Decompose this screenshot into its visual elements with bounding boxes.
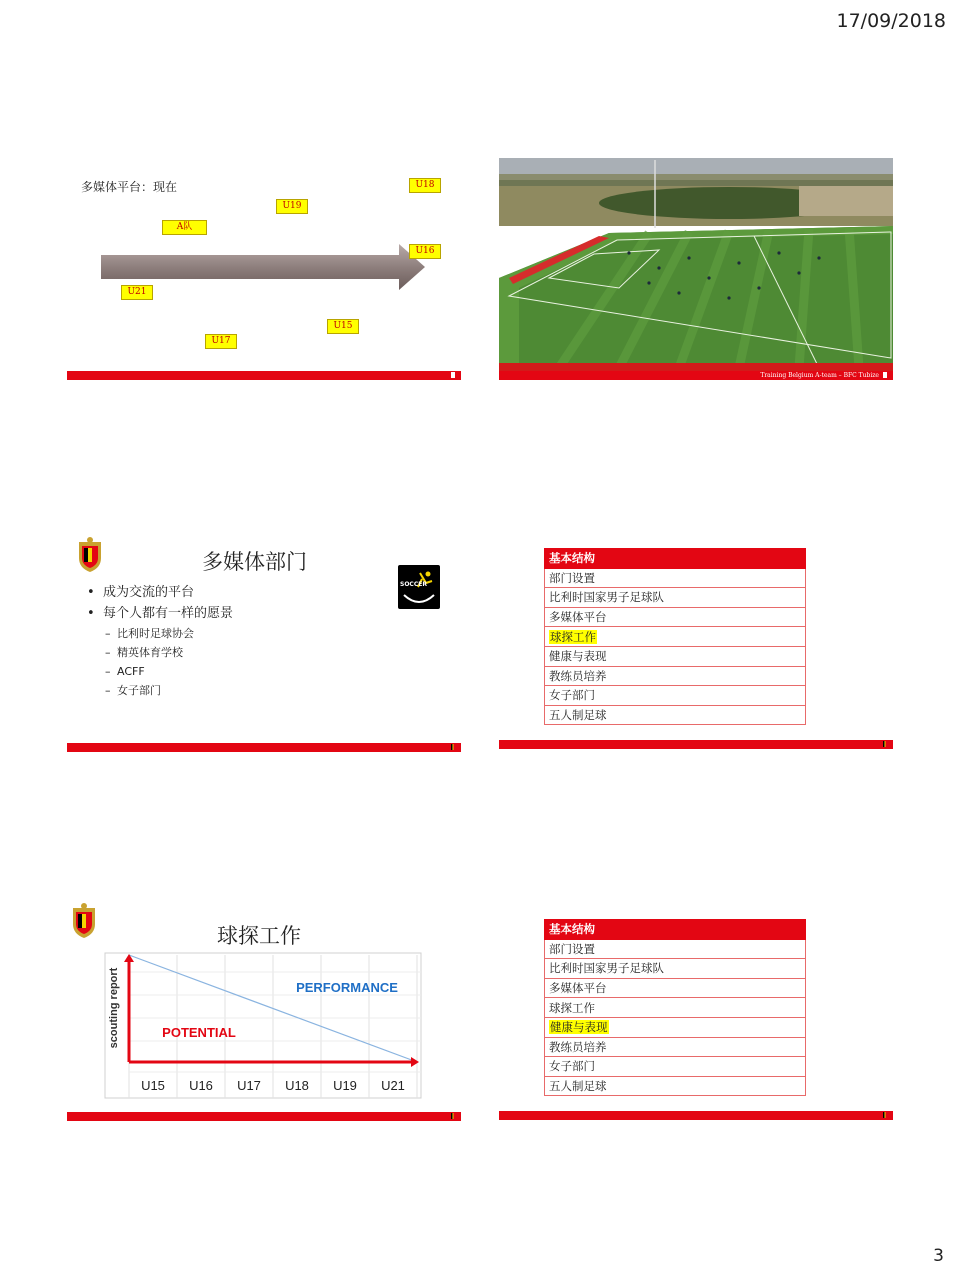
flag-icon (883, 741, 887, 747)
photo-caption: Training Belgium A-team – BFC Tubize (760, 372, 879, 379)
logo-text: SOCCER (400, 581, 427, 588)
table-row (545, 705, 806, 725)
table-row (545, 666, 806, 686)
slide-structure-health (499, 911, 893, 1133)
x-tick-label: U15 (141, 1078, 165, 1093)
y-axis-label: scouting report (108, 967, 120, 1049)
slide-title: 多媒体平台：现在 (81, 180, 178, 194)
slide-structure-scouting (499, 540, 893, 762)
row-label: 教练员培养 (549, 668, 607, 683)
x-tick-label: U18 (285, 1078, 309, 1093)
bullet-item: • 成为交流的平台 (87, 582, 233, 603)
page-number: 3 (933, 1246, 944, 1266)
sub-bullet-item: – 精英体育学校 (87, 643, 233, 662)
table-row (545, 1076, 806, 1096)
row-label: 健康与表现 (550, 1020, 608, 1035)
row-label: 球探工作 (550, 629, 596, 644)
table-row (545, 1037, 806, 1057)
slide-footer-bar (67, 1112, 461, 1121)
table-row (545, 568, 806, 588)
flag-icon (883, 372, 887, 378)
slide-training-photo (499, 158, 893, 380)
table-row (545, 998, 806, 1018)
x-tick-label: U21 (381, 1078, 405, 1093)
x-tick-label: U16 (189, 1078, 213, 1093)
flag-icon (883, 1112, 887, 1118)
x-tick-label: U19 (333, 1078, 357, 1093)
structure-table (544, 919, 806, 1096)
annotation-performance: PERFORMANCE (296, 980, 398, 995)
row-label: 部门设置 (549, 570, 595, 585)
table-row (545, 646, 806, 666)
x-tick-label: U17 (237, 1078, 261, 1093)
row-label: 部门设置 (549, 941, 595, 956)
flag-icon (451, 744, 455, 750)
row-label: 多媒体平台 (549, 610, 607, 625)
sub-bullet-item: – 女子部门 (87, 681, 233, 700)
slide-title: 多媒体部门 (202, 550, 307, 574)
slide-scouting (67, 900, 461, 1122)
table-header: 基本结构 (545, 920, 806, 940)
table-row (545, 959, 806, 979)
structure-table (544, 548, 806, 725)
row-label: 教练员培养 (549, 1039, 607, 1054)
tag-u16: U16 (409, 244, 441, 259)
page-date: 17/09/2018 (836, 10, 946, 32)
table-row (545, 1057, 806, 1077)
tag-u21: U21 (121, 285, 153, 300)
table-row (545, 607, 806, 627)
training-field-photo (499, 158, 893, 380)
tag-u17: U17 (205, 334, 237, 349)
row-label: 五人制足球 (549, 1079, 607, 1094)
table-row (545, 939, 806, 959)
row-label: 球探工作 (549, 1000, 595, 1015)
slide-title: 球探工作 (217, 924, 301, 948)
table-row (545, 588, 806, 608)
bullet-list (87, 582, 233, 700)
table-row-highlighted (545, 1017, 806, 1037)
slide-footer-bar (67, 743, 461, 752)
federation-crest-icon (69, 902, 99, 940)
annotation-potential: POTENTIAL (162, 1025, 236, 1040)
row-label: 比利时国家男子足球队 (549, 961, 664, 976)
bullet-item: • 每个人都有一样的愿景 (87, 603, 233, 624)
sub-bullet-item: – 比利时足球协会 (87, 624, 233, 643)
sub-bullet-item: – ACFF (87, 662, 233, 681)
table-row (545, 978, 806, 998)
federation-crest-icon (75, 536, 105, 574)
table-row (545, 686, 806, 706)
scouting-chart (103, 950, 423, 1100)
tag-u19: U19 (276, 199, 308, 214)
slide-footer-bar (499, 1111, 893, 1120)
soccer-logo (398, 565, 440, 609)
slide-multimedia-now (67, 158, 461, 380)
slide-footer-bar (67, 371, 461, 380)
table-row-highlighted (545, 627, 806, 647)
table-header: 基本结构 (545, 549, 806, 569)
tag-u15: U15 (327, 319, 359, 334)
row-label: 健康与表现 (549, 649, 607, 664)
slide-footer-bar (499, 740, 893, 749)
tag-a-team: A队 (162, 220, 207, 235)
row-label: 多媒体平台 (549, 981, 607, 996)
row-label: 五人制足球 (549, 708, 607, 723)
flag-icon (451, 372, 455, 378)
tag-u18: U18 (409, 178, 441, 193)
slide-multimedia-department (67, 530, 461, 752)
row-label: 女子部门 (549, 688, 595, 703)
row-label: 女子部门 (549, 1059, 595, 1074)
flag-icon (451, 1113, 455, 1119)
row-label: 比利时国家男子足球队 (549, 590, 664, 605)
